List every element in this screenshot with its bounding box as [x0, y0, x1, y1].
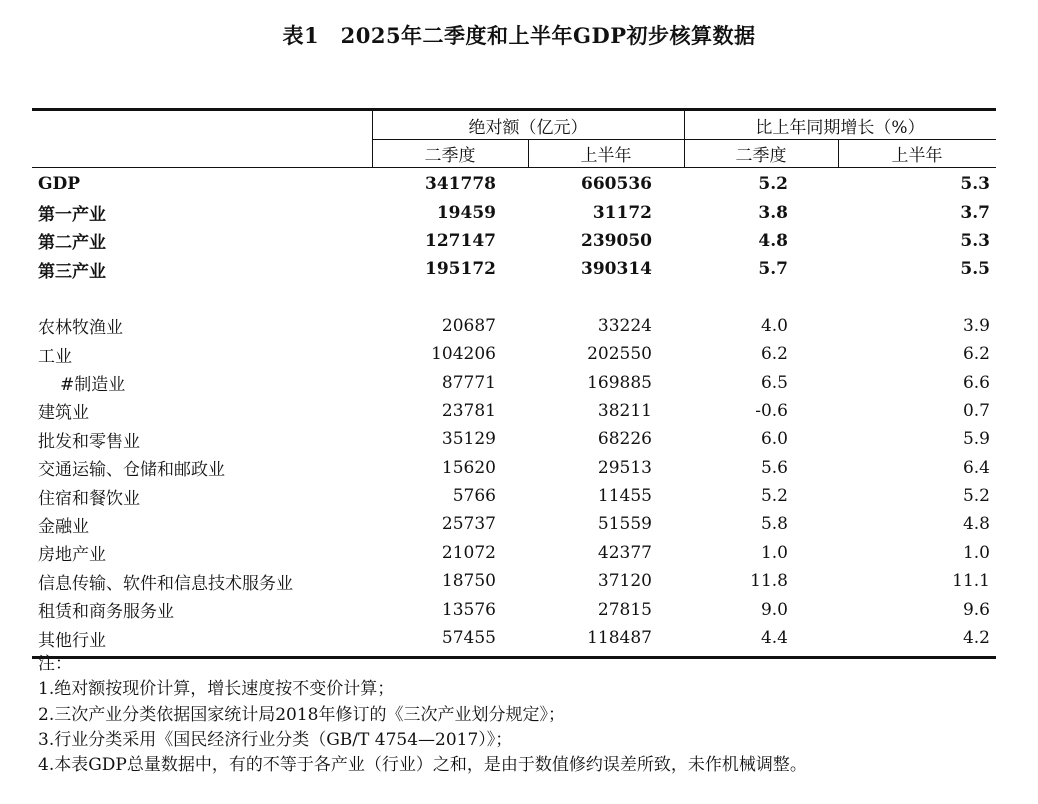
cell-growth-h1: 5.2	[962, 486, 990, 507]
cell-h1: 390314	[581, 259, 652, 280]
table-row	[32, 312, 996, 340]
table-row	[32, 227, 996, 255]
cell-h1: 11455	[597, 486, 652, 507]
cell-growth-q2: 11.8	[750, 571, 788, 592]
cell-growth-h1: 9.6	[962, 599, 990, 620]
cell-q2: 13576	[441, 599, 496, 620]
row-label: 建筑业	[38, 403, 89, 424]
cell-q2: 21072	[441, 542, 496, 563]
cell-growth-h1: 1.0	[962, 542, 990, 563]
note-item: 4.本表GDP总量数据中，有的不等于各产业（行业）之和，是由于数值修约误差所致，未作机械调整。	[38, 755, 807, 776]
table-row	[32, 454, 996, 482]
cell-h1: 68226	[597, 429, 652, 450]
cell-growth-q2: 4.0	[760, 315, 788, 336]
cell-growth-q2: 5.2	[760, 486, 788, 507]
cell-growth-h1: 5.5	[960, 259, 990, 280]
note-item: 2.三次产业分类依据国家统计局2018年修订的《三次产业划分规定》；	[38, 704, 565, 725]
cell-q2: 18750	[441, 571, 496, 592]
table-row	[32, 397, 996, 425]
row-label: 租赁和商务服务业	[38, 602, 174, 623]
table-notes	[38, 652, 807, 778]
table-row	[32, 539, 996, 567]
cell-h1: 42377	[597, 542, 652, 563]
cell-h1: 27815	[597, 599, 652, 620]
cell-growth-q2: 5.2	[758, 174, 788, 195]
cell-q2: 104206	[431, 344, 496, 365]
table-row	[32, 510, 996, 538]
cell-h1: 118487	[587, 628, 652, 649]
cell-q2: 20687	[441, 315, 496, 336]
row-label: 金融业	[38, 516, 89, 537]
table-row	[32, 624, 996, 652]
table-row	[32, 255, 996, 283]
row-label: 交通运输、仓储和邮政业	[38, 460, 225, 481]
cell-q2: 5766	[452, 486, 496, 507]
cell-q2: 23781	[441, 400, 496, 421]
row-label: 农林牧渔业	[38, 318, 123, 339]
table-row	[32, 482, 996, 510]
row-label: 信息传输、软件和信息技术服务业	[38, 573, 293, 594]
cell-growth-h1: 3.9	[962, 315, 990, 336]
cell-h1: 239050	[581, 230, 652, 251]
cell-h1: 31172	[592, 202, 652, 223]
row-label: 第三产业	[38, 261, 106, 282]
table-row	[32, 170, 996, 198]
table-row	[32, 368, 996, 396]
table-title: 表1 2025年二季度和上半年GDP初步核算数据	[282, 23, 756, 48]
table-row	[32, 567, 996, 595]
cell-q2: 35129	[441, 429, 496, 450]
table-row	[32, 340, 996, 368]
cell-growth-h1: 4.8	[962, 514, 990, 535]
cell-h1: 660536	[581, 174, 652, 195]
cell-q2: 15620	[441, 457, 496, 478]
cell-q2: 195172	[425, 259, 496, 280]
note-item: 1.绝对额按现价计算，增长速度按不变价计算；	[38, 679, 395, 700]
cell-growth-h1: 5.3	[960, 174, 990, 195]
cell-growth-q2: 4.8	[758, 230, 788, 251]
cell-h1: 38211	[597, 400, 652, 421]
cell-growth-q2: 5.8	[760, 514, 788, 535]
cell-growth-q2: 6.0	[760, 429, 788, 450]
cell-growth-q2: 5.6	[760, 457, 788, 478]
row-label: 其他行业	[38, 630, 106, 651]
industry-rows	[32, 312, 996, 653]
header-col-q2: 二季度	[424, 146, 476, 166]
header-column-row	[32, 140, 996, 168]
header-group-absolute: 绝对额（亿元）	[468, 118, 588, 138]
cell-growth-h1: 3.7	[960, 202, 990, 223]
cell-growth-h1: 0.7	[962, 400, 990, 421]
cell-h1: 37120	[597, 571, 652, 592]
row-label: 第一产业	[38, 205, 106, 226]
row-label: 工业	[38, 346, 72, 367]
cell-h1: 51559	[597, 514, 652, 535]
row-label: #制造业	[60, 375, 126, 396]
cell-growth-q2: 6.2	[760, 344, 788, 365]
header-group-row	[32, 111, 996, 140]
cell-growth-h1: 11.1	[952, 571, 990, 592]
cell-h1: 29513	[597, 457, 652, 478]
cell-growth-h1: 5.9	[962, 429, 990, 450]
cell-q2: 57455	[441, 628, 496, 649]
row-label: 第二产业	[38, 233, 106, 254]
row-label: 房地产业	[38, 545, 106, 566]
cell-q2: 127147	[425, 230, 496, 251]
cell-growth-q2: 6.5	[760, 372, 788, 393]
note-item: 3.行业分类采用《国民经济行业分类（GB/T 4754—2017）》；	[38, 729, 513, 750]
cell-growth-q2: 3.8	[758, 202, 788, 223]
table-row	[32, 595, 996, 623]
row-label: 住宿和餐饮业	[38, 488, 140, 509]
cell-h1: 33224	[597, 315, 652, 336]
table-row	[32, 425, 996, 453]
cell-h1: 169885	[587, 372, 652, 393]
cell-q2: 87771	[441, 372, 496, 393]
cell-q2: 25737	[441, 514, 496, 535]
cell-growth-h1: 6.6	[962, 372, 990, 393]
row-label: GDP	[38, 174, 81, 195]
cell-growth-q2: 9.0	[760, 599, 788, 620]
notes-heading: 注：	[38, 654, 72, 674]
cell-growth-q2: 5.7	[758, 259, 788, 280]
cell-h1: 202550	[587, 344, 652, 365]
cell-growth-h1: 4.2	[962, 628, 990, 649]
gdp-table	[32, 108, 996, 659]
cell-growth-h1: 5.3	[960, 230, 990, 251]
cell-growth-h1: 6.2	[962, 344, 990, 365]
header-col-h1: 上半年	[580, 146, 632, 166]
header-col-growth-h1: 上半年	[891, 146, 943, 166]
cell-growth-h1: 6.4	[962, 457, 990, 478]
header-col-growth-q2: 二季度	[735, 146, 787, 166]
summary-rows	[32, 170, 996, 284]
cell-growth-q2: 1.0	[760, 542, 788, 563]
cell-q2: 341778	[425, 174, 496, 195]
table-row	[32, 198, 996, 226]
cell-q2: 19459	[436, 202, 496, 223]
section-spacer	[32, 284, 996, 312]
header-group-growth: 比上年同期增长（%）	[755, 118, 925, 138]
cell-growth-q2: -0.6	[755, 400, 788, 421]
row-label: 批发和零售业	[38, 431, 140, 452]
cell-growth-q2: 4.4	[760, 628, 788, 649]
